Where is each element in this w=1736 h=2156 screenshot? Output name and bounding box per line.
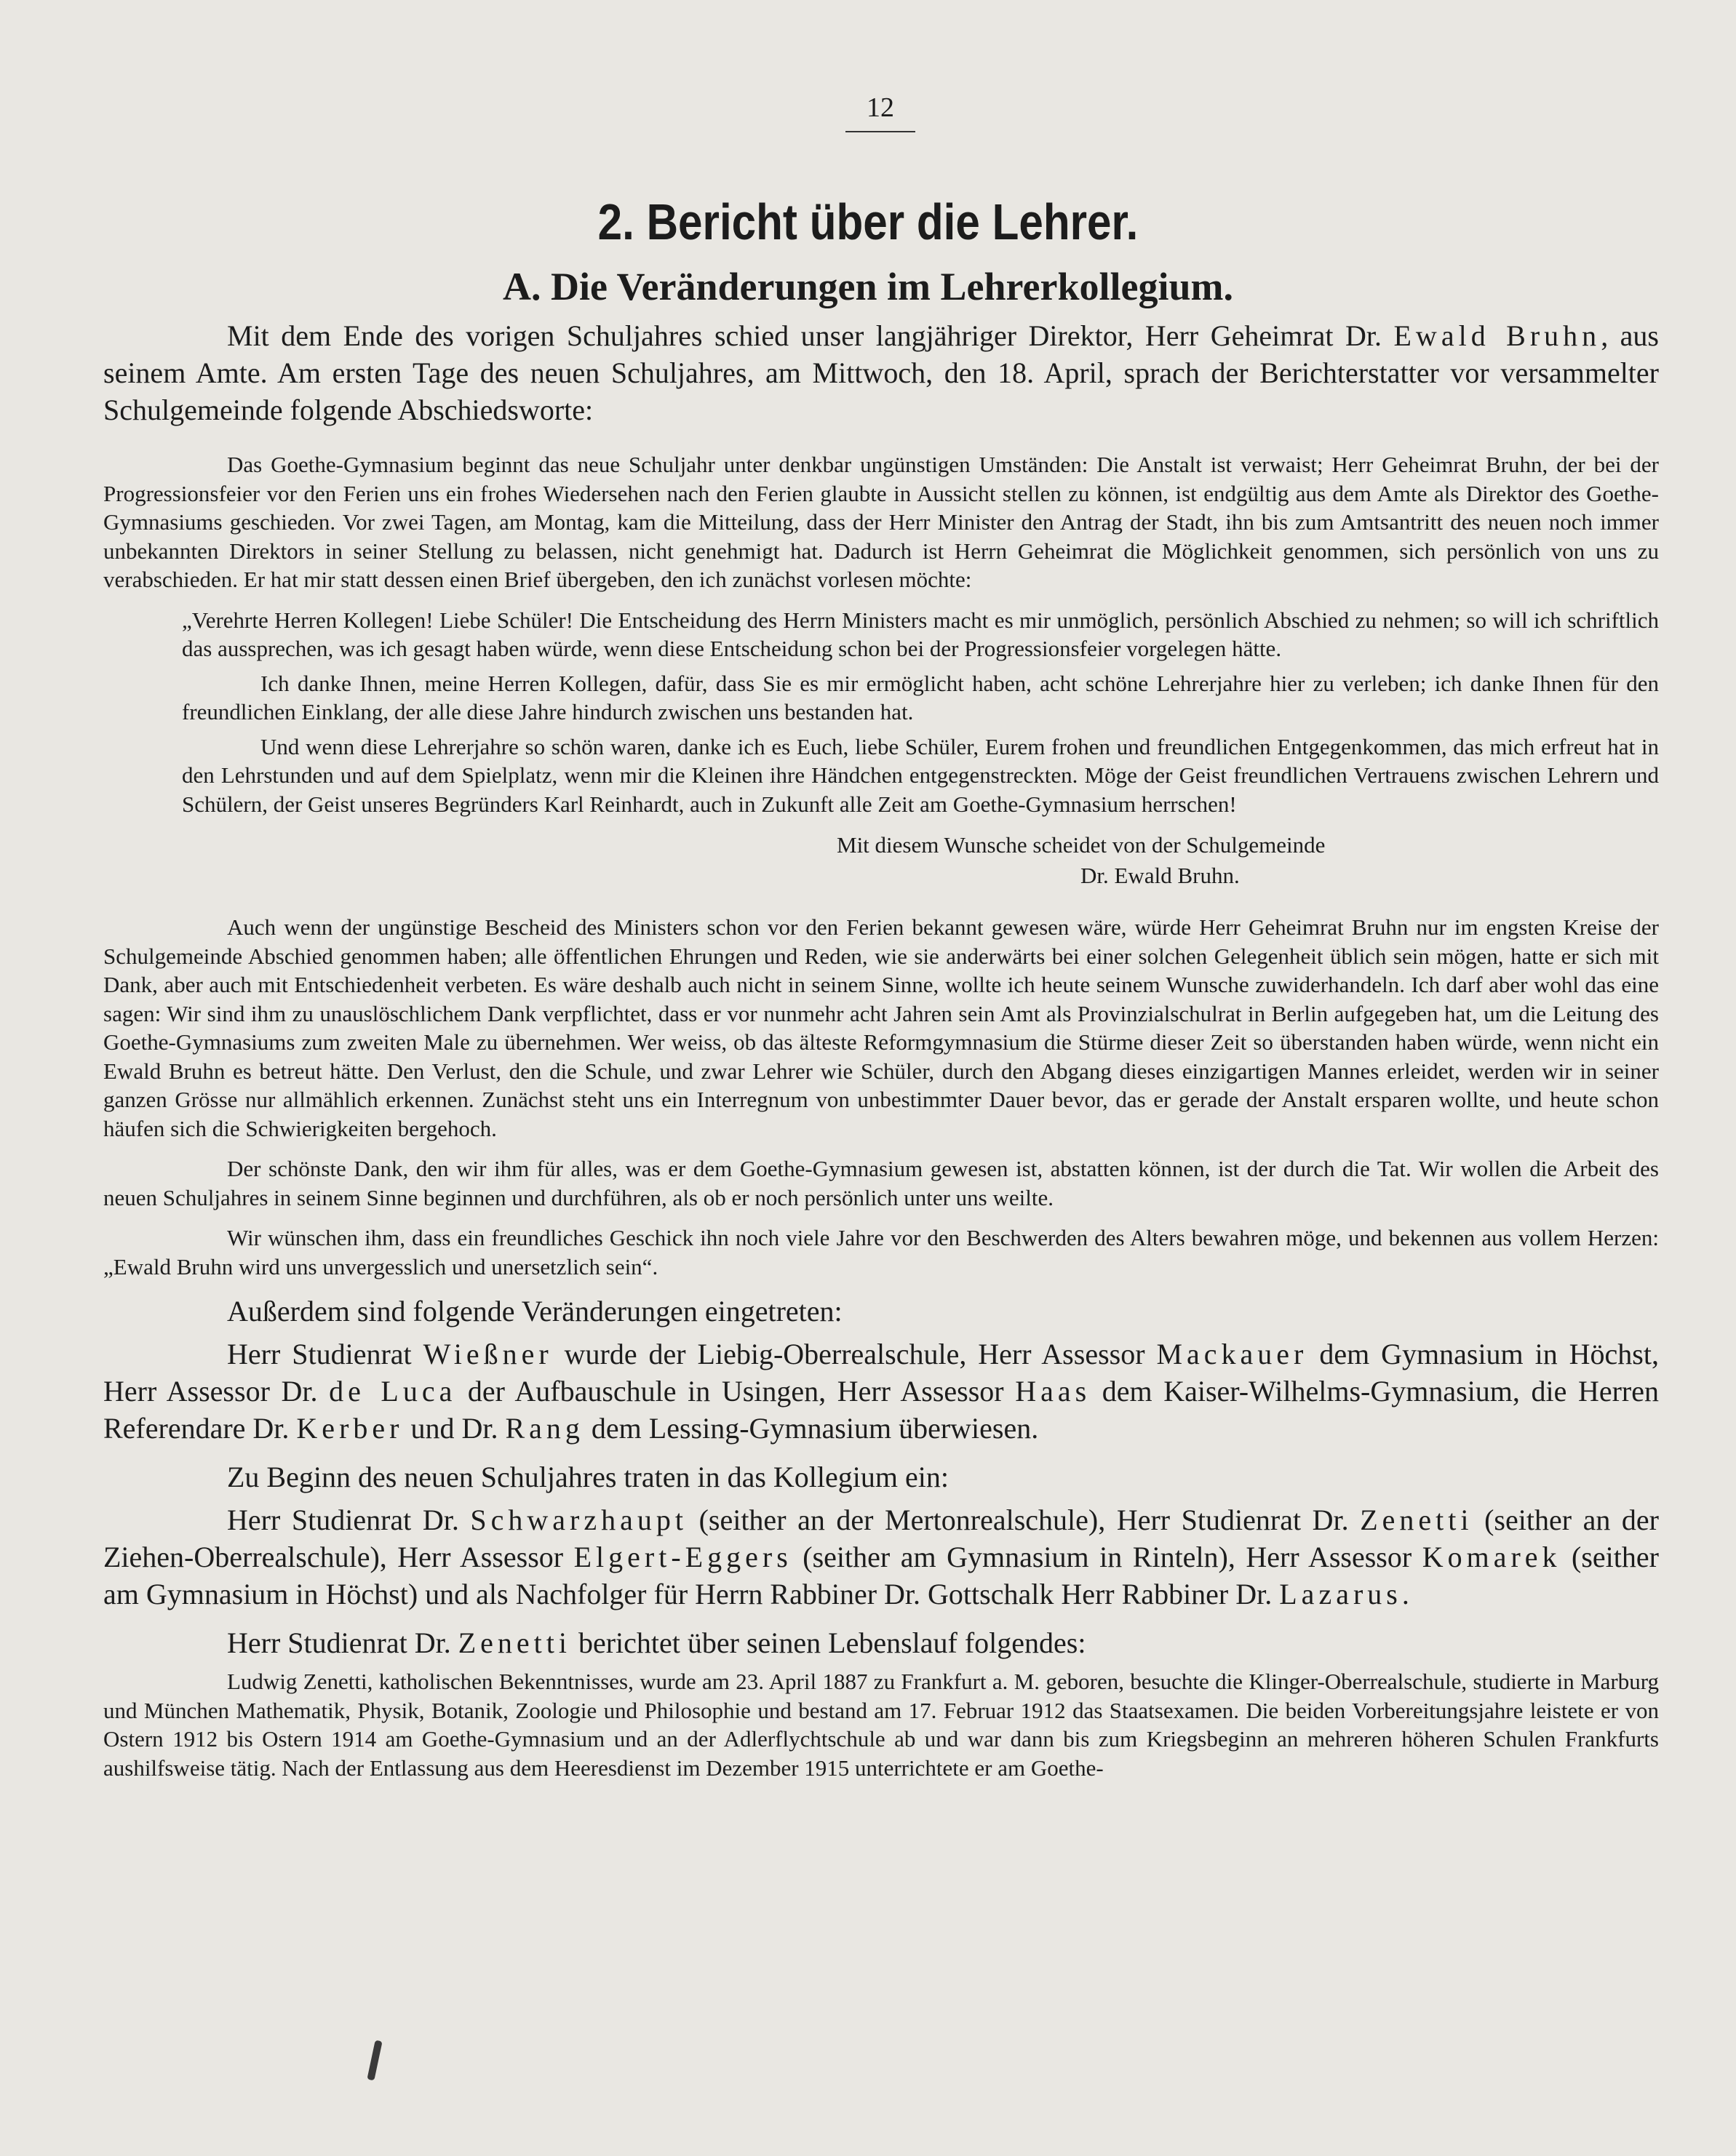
page-number-rule <box>845 131 915 132</box>
intro-paragraph: Mit dem Ende des vorigen Schuljahres schied unser langjähriger Direktor, Herr Geheimrat Dr. Ewald Bruhn, aus seinem Amte. Am ersten Tage des neuen Schuljahres, am Mittwoch, den 18. April, sprach der Berichterstatter vor versammelter Schulgemeinde folgende Abschiedsworte: <box>103 319 1660 426</box>
cv-intro: Herr Studienrat Dr. Zenetti berichtet über seinen Lebenslauf folgendes: <box>227 1626 1086 1659</box>
section-heading: 2. Bericht über die Lehrer. <box>597 193 1139 250</box>
new-teachers-paragraph: Herr Studienrat Dr. Schwarzhaupt (seither an der Mertonrealschule), Herr Studienrat Dr. Zenetti (seither an der Ziehen-Oberrealschule), Herr Assessor Elgert-Eggers (seither am Gymnasium in Rinteln), Herr Assessor Komarek (seither am Gymnasium in Höchst) und als Nachfolger für Herrn Rabbiner Dr. Gottschalk Herr Rabbiner Dr. Lazarus. <box>103 1504 1659 1610</box>
document-body <box>103 317 1659 1782</box>
person-name: Ewald Bruhn <box>1393 319 1601 352</box>
changes-paragraph: Herr Studienrat Wießner wurde der Liebig-Oberrealschule, Herr Assessor Mackauer dem Gymnasium in Höchst, Herr Assessor Dr. de Luca der Aufbauschule in Usingen, Herr Assessor Haas dem Kaiser-Wilhelms-Gymnasium, die Herren Referendare Dr. Kerber und Dr. Rang dem Lessing-Gymnasium überwiesen. <box>103 1338 1659 1445</box>
letter-paragraph: Und wenn diese Lehrerjahre so schön waren, danke ich es Euch, liebe Schüler, Eurem frohen und freundlichen Entgegenkommen, das mich erfreut hat in den Lehrstunden und auf dem Spielplatz, wenn mir die Kleinen ihre Händchen entgegenstreckten. Möge der Geist freundlichen Vertrauens zwischen Lehrern und Schülern, der Geist unseres Begründers Karl Reinhardt, auch in Zukunft alle Zeit am Goethe-Gymnasium herrschen! <box>182 733 1659 817</box>
letter-signature: Dr. Ewald Bruhn. <box>1080 863 1240 888</box>
speech-continuation: Wir wünschen ihm, dass ein freundliches Geschick ihn noch viele Jahre vor den Beschwerden des Alters bewahren möge, und bekennen aus vollem Herzen: „Ewald Bruhn wird uns unvergesslich und unersetzlich sein“. <box>103 1225 1659 1279</box>
letter-paragraph: Ich danke Ihnen, meine Herren Kollegen, dafür, dass Sie es mir ermöglicht haben, acht schöne Lehrerjahre hier zu verleben; ich danke Ihnen für den freundlichen Einklang, der alle diese Jahre hindurch zwischen uns bestanden hat. <box>182 670 1659 724</box>
changes-intro: Außerdem sind folgende Veränderungen eingetreten: <box>227 1295 843 1327</box>
ink-mark <box>367 2040 382 2081</box>
letter-closing: Mit diesem Wunsche scheidet von der Schulgemeinde <box>837 832 1326 858</box>
letter-paragraph: „Verehrte Herren Kollegen! Liebe Schüler! Die Entscheidung des Herrn Ministers macht es mir unmöglich, persönlich Abschied zu nehmen; so will ich schriftlich das aussprechen, was ich gesagt haben würde, wenn diese Entscheidung schon bei der Progressionsfeier vorgelegen hätte. <box>182 607 1659 661</box>
new-teachers-intro: Zu Beginn des neuen Schuljahres traten in das Kollegium ein: <box>227 1461 949 1493</box>
page-number: 12 <box>867 92 894 123</box>
cv-paragraph: Ludwig Zenetti, katholischen Bekenntnisses, wurde am 23. April 1887 zu Frankfurt a. M. geboren, besuchte die Klinger-Oberrealschule, studierte in Marburg und München Mathematik, Physik, Botanik, Zoologie und Philosophie und bestand am 17. Februar 1912 das Staatsexamen. Die beiden Vorbereitungsjahre leistete er von Ostern 1912 bis Ostern 1914 am Goethe-Gymnasium und an der Adlerflychtschule ab und war dann bis zum Kriegsbeginn an mehreren höheren Schulen Frankfurts aushilfsweise tätig. Nach der Entlassung aus dem Heeresdienst im Dezember 1915 unterrichtete er am Goethe- <box>103 1669 1659 1781</box>
speech-continuation: Auch wenn der ungünstige Bescheid des Ministers schon vor den Ferien bekannt gewesen wäre, würde Herr Geheimrat Bruhn nur im engsten Kreise der Schulgemeinde Abschied genommen haben; alle öffentlichen Ehrungen und Reden, wie sie anderwärts bei einer solchen Gelegenheit üblich sein mögen, hatte er sich mit Dank, aber auch mit Entschiedenheit verbeten. Es wäre deshalb auch nicht in seinem Sinne, wollte ich heute seinem Wunsche zuwiderhandeln. Ich darf aber wohl das eine sagen: Wir sind ihm zu unauslöschlichem Dank verpflichtet, dass er vor nunmehr acht Jahren sein Amt als Provinzialschulrat in Berlin aufgegeben hat, um die Leitung des Goethe-Gymnasiums zum zweiten Male zu übernehmen. Wer weiss, ob das älteste Reformgymnasium die Stürme dieser Zeit so überstanden haben würde, wenn nicht ein Ewald Bruhn es betreut hätte. Den Verlust, den die Schule, und zwar Lehrer wie Schüler, durch den Abgang dieses einzigartigen Mannes erleidet, werden wir in seiner ganzen Grösse nur allmählich erkennen. Zunächst steht uns ein Interregnum von unbestimmter Dauer bevor, das er gerade der Anstalt ersparen wollte, und heute schon häufen sich die Schwierigkeiten bergehoch. <box>103 914 1659 1141</box>
section-subheading: A. Die Veränderungen im Lehrerkollegium. <box>503 265 1233 308</box>
speech-continuation: Der schönste Dank, den wir ihm für alles, was er dem Goethe-Gymnasium gewesen ist, abstatten können, ist der durch die Tat. Wir wollen die Arbeit des neuen Schuljahres in seinem Sinne beginnen und durchführen, als ob er noch persönlich unter uns weilte. <box>103 1156 1659 1210</box>
farewell-speech: Das Goethe-Gymnasium beginnt das neue Schuljahr unter denkbar ungünstigen Umständen: Die Anstalt ist verwaist; Herr Geheimrat Bruhn, der bei der Progressionsfeier vor den Ferien uns ein frohes Wiedersehen nach den Ferien glaubte in Aussicht stellen zu können, ist endgültig aus dem Amte als Direktor des Goethe-Gymnasiums geschieden. Vor zwei Tagen, am Montag, kam die Mitteilung, dass der Herr Minister den Antrag der Stadt, ihn bis zum Amtsantritt des neuen noch immer unbekannten Direktors in seiner Stellung zu belassen, nicht genehmigt hat. Dadurch ist Herrn Geheimrat die Möglichkeit genommen, sich persönlich von uns zu verabschieden. Er hat mir statt dessen einen Brief übergeben, den ich zunächst vorlesen möchte: <box>103 452 1659 592</box>
letter-quote <box>103 606 1659 892</box>
